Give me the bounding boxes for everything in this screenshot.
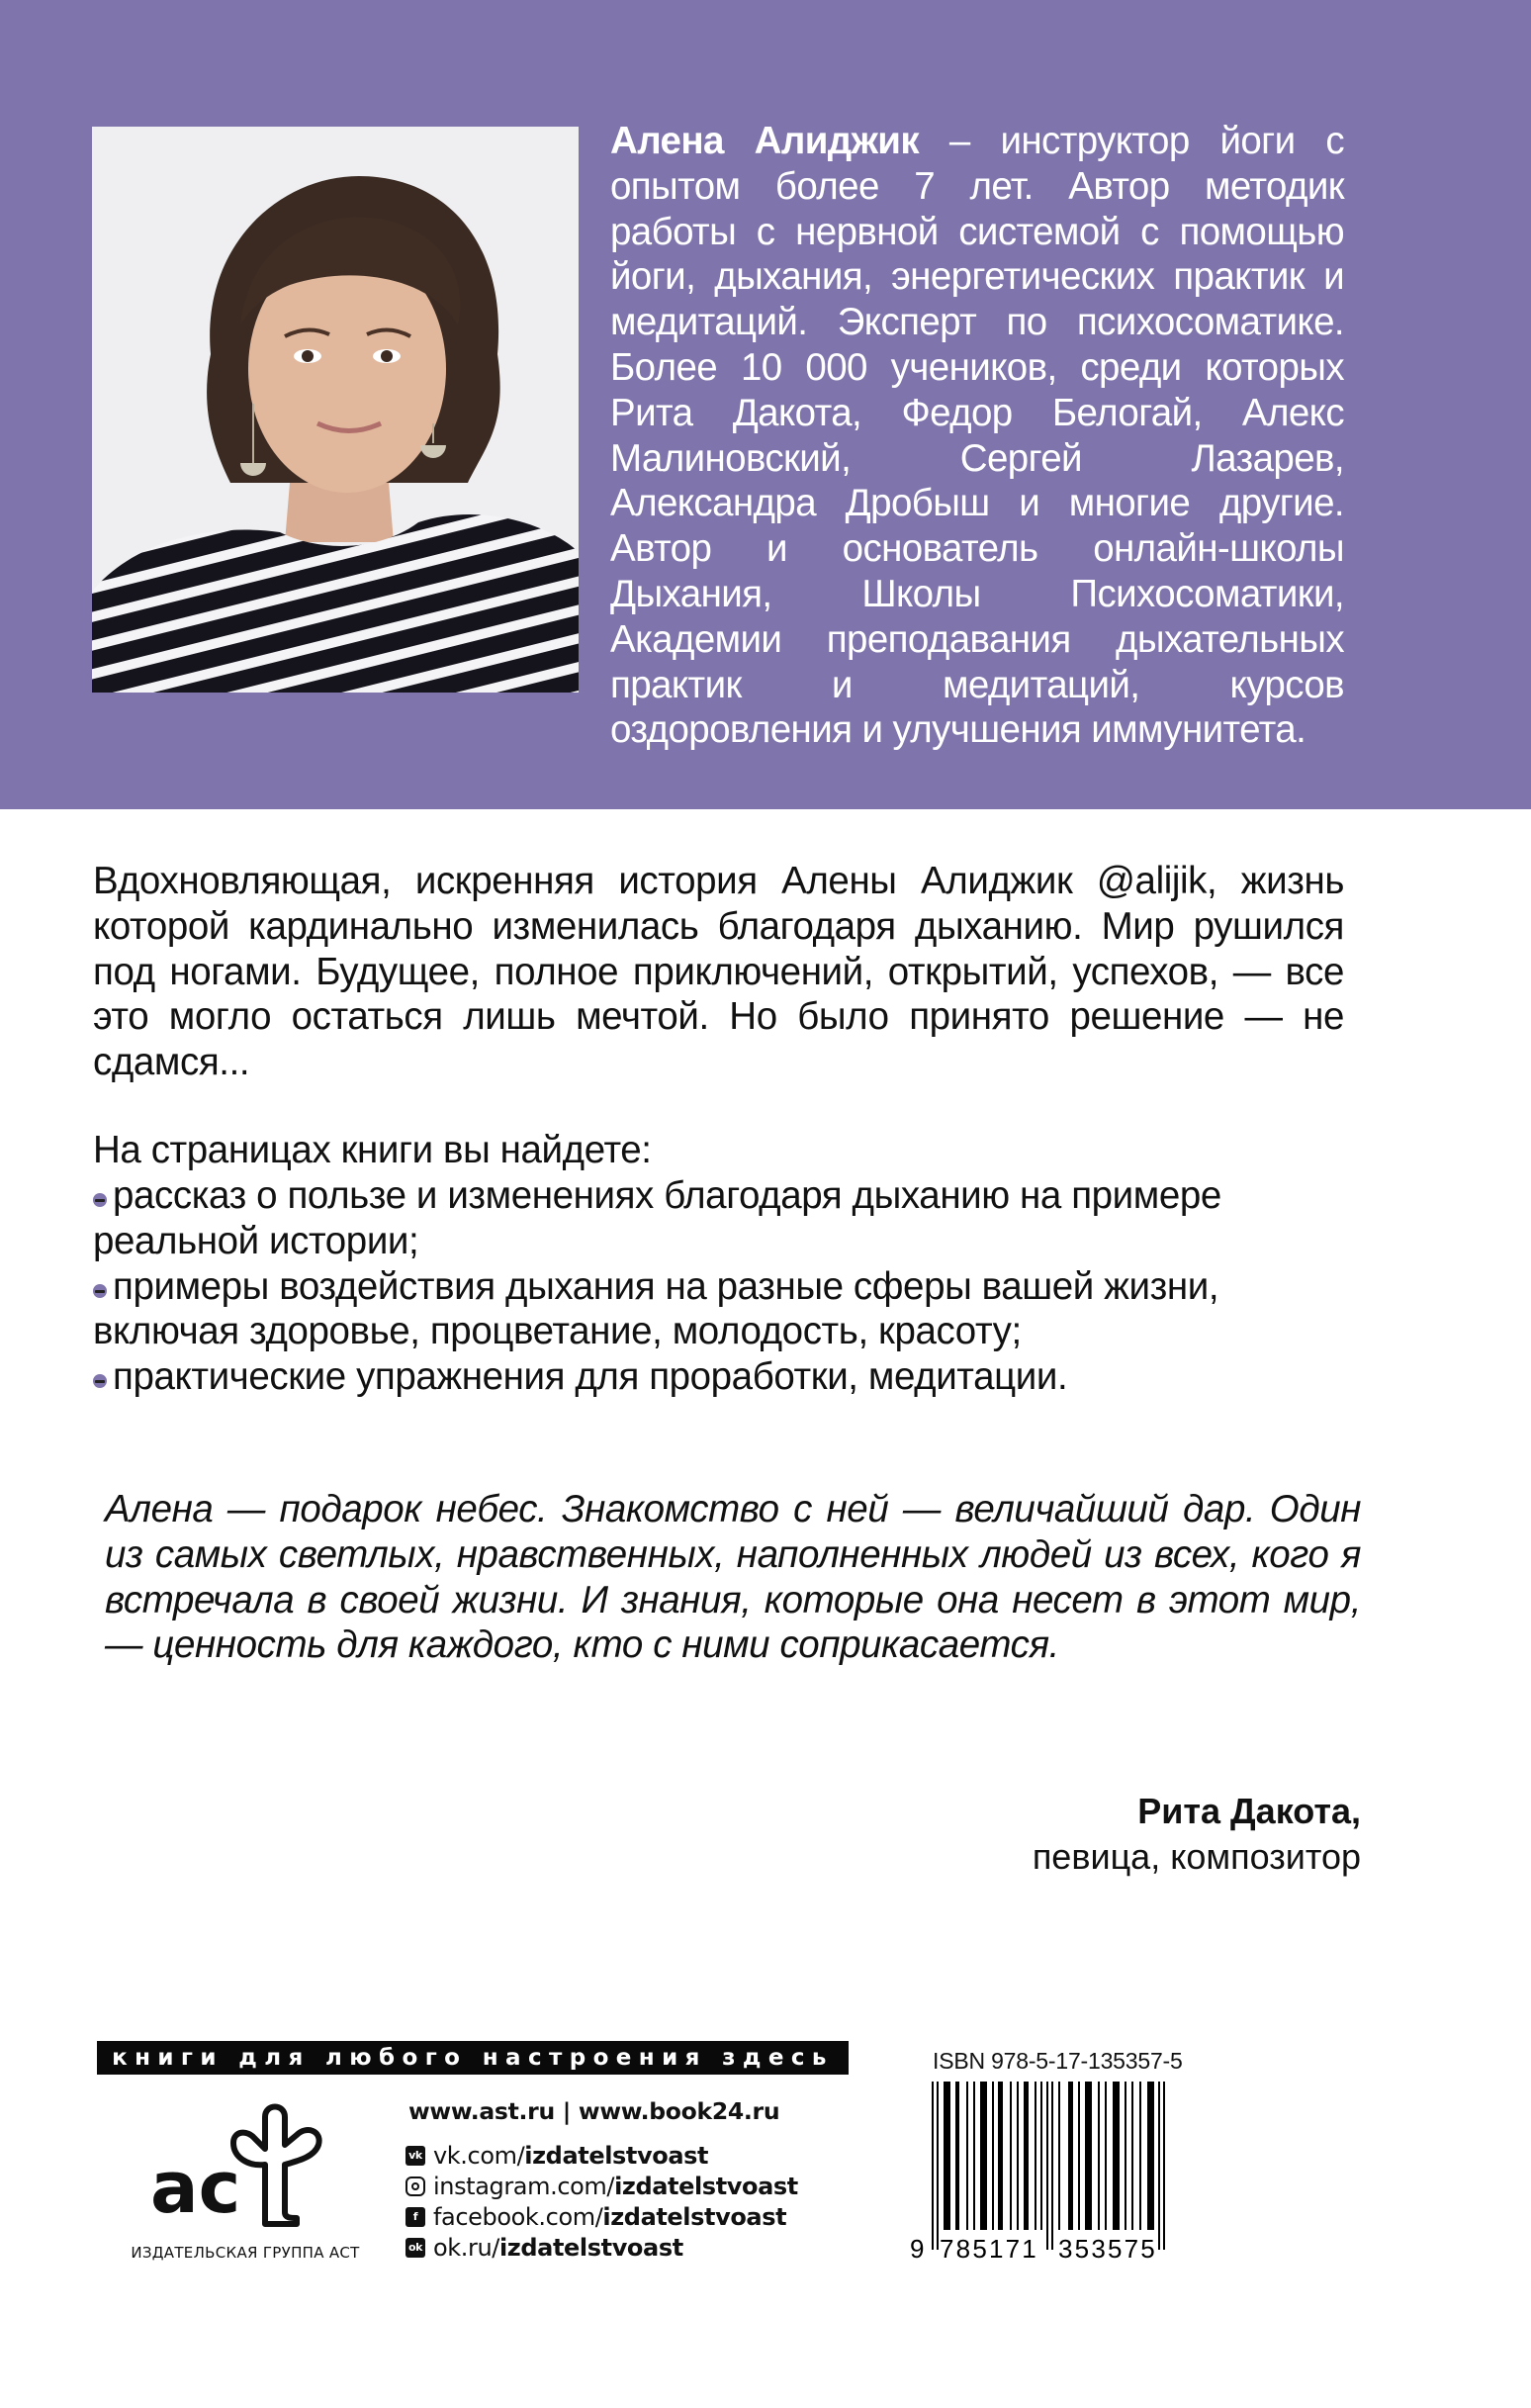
testimonial-attribution — [1033, 1789, 1361, 1880]
barcode-icon — [910, 2078, 1207, 2266]
social-links — [405, 2140, 798, 2263]
testimonial-author-role: певица, композитор — [1032, 1836, 1361, 1877]
contents-heading: На страницах книги вы найдете: — [93, 1129, 652, 1171]
author-bio — [610, 119, 1344, 753]
author-bio-text: – инструктор йоги с опытом более 7 лет. Автор методик работы с нервной системой с помощью йоги, дыхания, энергетических практик и медитаций. Эксперт по психосоматике. Более 10 000 учеников, среди которых Рита Дакота, Федор Белогай, Алекс Малиновский, Сергей Лазарев, Александра Дробыш и многие другие. Автор и основатель онлайн-школы Дыхания, Школы Психосоматики, Академии преподавания дыхательных практик и медитаций, курсов оздоровления и улучшения иммунитета. — [610, 120, 1344, 752]
testimonial-quote: Алена — подарок небес. Знакомство с ней — величайший дар. Один из самых светлых, нравственных, наполненных людей из всех, кого я встречала в своей жизни. И знания, которые она несет в этот мир, — ценность для каждого, кто с ними соприкасается. — [105, 1488, 1361, 1667]
list-item-text: примеры воздействия дыхания на разные сферы вашей жизни, включая здоровье, процветание, молодость, красоту; — [93, 1264, 1219, 1353]
isbn-label: ISBN 978-5-17-135357-5 — [933, 2048, 1183, 2074]
author-name: Алена Алиджик — [610, 120, 920, 162]
social-link-handle: izdatelstvoast — [602, 2202, 787, 2231]
list-item — [93, 1173, 1344, 1264]
ast-logo — [148, 2095, 346, 2234]
facebook-icon: f — [405, 2207, 425, 2227]
barcode-digits-right: 353575 — [1058, 2234, 1157, 2264]
list-item — [93, 1354, 1344, 1400]
testimonial-author: Рита Дакота, — [1137, 1791, 1361, 1831]
book-blurb: Вдохновляющая, искренняя история Алены Алиджик @alijik, жизнь которой кардинально изменилась благодаря дыханию. Мир рушился под ногами. Будущее, полное приключений, открытий, успехов, — все это могло остаться лишь мечтой. Но было принято решение — не сдамся... — [93, 860, 1344, 1084]
barcode-digit-first: 9 — [910, 2234, 925, 2264]
odnoklassniki-icon: ok — [405, 2238, 425, 2258]
instagram-icon — [405, 2176, 425, 2196]
barcode-digits-left: 785171 — [940, 2234, 1038, 2264]
isbn-barcode — [910, 2078, 1207, 2266]
ast-logo-text: ас — [150, 2146, 241, 2229]
list-item-text: практические упражнения для проработки, медитации. — [113, 1355, 1068, 1399]
ast-cactus-logo-icon — [148, 2095, 346, 2234]
list-item — [93, 1264, 1344, 1355]
contents-list — [93, 1173, 1344, 1400]
social-link-handle: izdatelstvoast — [498, 2233, 683, 2262]
social-link-handle: izdatelstvoast — [614, 2172, 798, 2200]
list-item-text: рассказ о пользе и изменениях благодаря дыханию на примере реальной истории; — [93, 1174, 1221, 1262]
social-link-facebook[interactable] — [405, 2201, 798, 2232]
publisher-name: ИЗДАТЕЛЬСКАЯ ГРУППА АСТ — [131, 2244, 360, 2262]
social-link-odnoklassniki[interactable] — [405, 2232, 798, 2263]
social-link-vk[interactable] — [405, 2140, 798, 2171]
social-link-domain: vk.com/ — [433, 2141, 525, 2170]
bullet-icon — [93, 1374, 107, 1388]
author-photo — [92, 127, 579, 693]
social-link-domain: instagram.com/ — [433, 2172, 615, 2200]
publisher-websites[interactable]: www.ast.ru | www.book24.ru — [408, 2097, 780, 2125]
publisher-slogan: книги для любого настроения здесь — [97, 2041, 849, 2075]
social-link-domain: facebook.com/ — [433, 2202, 603, 2231]
portrait-illustration — [92, 127, 579, 693]
vk-icon: vk — [405, 2146, 425, 2166]
social-link-handle: izdatelstvoast — [524, 2141, 709, 2170]
bullet-icon — [93, 1193, 107, 1207]
bullet-icon — [93, 1284, 107, 1298]
social-link-instagram[interactable] — [405, 2171, 798, 2201]
social-link-domain: ok.ru/ — [433, 2233, 499, 2262]
